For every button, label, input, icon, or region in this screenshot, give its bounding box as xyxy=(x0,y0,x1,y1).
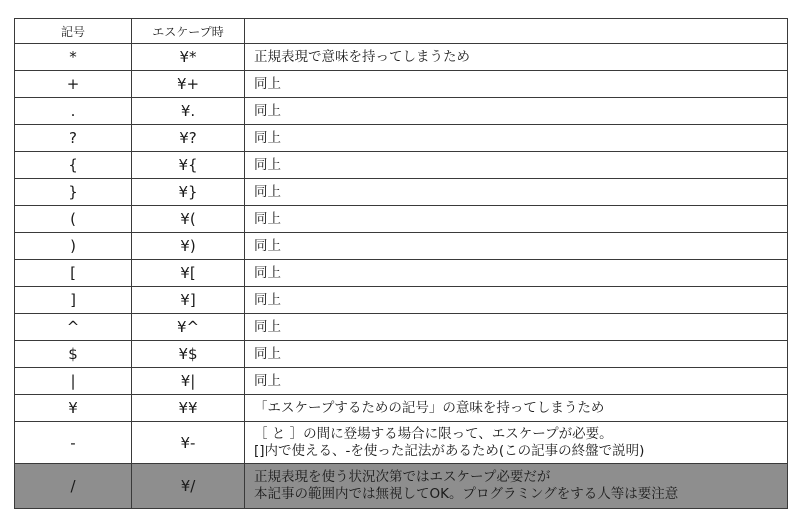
table-row xyxy=(15,71,788,98)
table-row xyxy=(15,152,788,179)
escape-cell: ¥) xyxy=(132,233,245,260)
escape-cell: ¥- xyxy=(132,422,245,464)
symbol-cell: { xyxy=(15,152,132,179)
escape-cell: ¥| xyxy=(132,368,245,395)
table-row xyxy=(15,233,788,260)
table-row xyxy=(15,287,788,314)
table-row xyxy=(15,179,788,206)
symbol-cell: ? xyxy=(15,125,132,152)
table-row xyxy=(15,395,788,422)
description-line: []内で使える、-を使った記法があるため(この記事の終盤で説明) xyxy=(254,442,645,459)
escape-cell: ¥} xyxy=(132,179,245,206)
description-cell xyxy=(245,395,788,422)
symbol-cell: [ xyxy=(15,260,132,287)
symbol-cell: ^ xyxy=(15,314,132,341)
escape-cell: ¥^ xyxy=(132,314,245,341)
escape-cell: ¥? xyxy=(132,125,245,152)
table-row xyxy=(15,98,788,125)
description-cell xyxy=(245,71,788,98)
escape-cell: ¥+ xyxy=(132,71,245,98)
escape-cell: ¥[ xyxy=(132,260,245,287)
header-escape: エスケープ時 xyxy=(132,19,245,44)
description-line: 同上 xyxy=(254,156,281,173)
description-line: 同上 xyxy=(254,345,281,362)
escape-cell: ¥( xyxy=(132,206,245,233)
escape-cell: ¥¥ xyxy=(132,395,245,422)
escape-cell: ¥* xyxy=(132,44,245,71)
description-line: 同上 xyxy=(254,183,281,200)
header-symbol: 記号 xyxy=(15,19,132,44)
table-header-row xyxy=(15,19,788,44)
description-cell xyxy=(245,341,788,368)
description-cell xyxy=(245,422,788,464)
escape-table xyxy=(14,18,788,509)
symbol-cell: ¥ xyxy=(15,395,132,422)
description-line: 同上 xyxy=(254,210,281,227)
description-line: 本記事の範囲内では無視してOK。プログラミングをする人等は要注意 xyxy=(254,486,679,502)
description-line: 「エスケープするための記号」の意味を持ってしまうため xyxy=(254,399,605,416)
description-cell xyxy=(245,152,788,179)
escape-cell: ¥/ xyxy=(132,464,245,509)
description-line: 同上 xyxy=(254,75,281,92)
table-row xyxy=(15,341,788,368)
description-line: ［ と ］の間に登場する場合に限って、エスケープが必要。 xyxy=(254,425,613,442)
symbol-cell: ] xyxy=(15,287,132,314)
table-row xyxy=(15,125,788,152)
symbol-cell: + xyxy=(15,71,132,98)
escape-cell: ¥] xyxy=(132,287,245,314)
description-cell xyxy=(245,233,788,260)
table-row xyxy=(15,368,788,395)
table-row xyxy=(15,206,788,233)
description-line: 同上 xyxy=(254,372,281,389)
table-row xyxy=(15,260,788,287)
escape-cell: ¥$ xyxy=(132,341,245,368)
symbol-cell: $ xyxy=(15,341,132,368)
description-line: 同上 xyxy=(254,102,281,119)
symbol-cell: . xyxy=(15,98,132,125)
description-cell xyxy=(245,44,788,71)
description-cell xyxy=(245,98,788,125)
escape-cell: ¥{ xyxy=(132,152,245,179)
symbol-cell: - xyxy=(15,422,132,464)
description-line: 同上 xyxy=(254,129,281,146)
description-line: 同上 xyxy=(254,264,281,281)
description-cell xyxy=(245,206,788,233)
description-cell xyxy=(245,314,788,341)
description-line: 正規表現で意味を持ってしまうため xyxy=(254,48,470,65)
symbol-cell: ( xyxy=(15,206,132,233)
description-line: 同上 xyxy=(254,237,281,254)
table-row xyxy=(15,422,788,464)
table-row xyxy=(15,44,788,71)
description-line: 同上 xyxy=(254,291,281,308)
symbol-cell: * xyxy=(15,44,132,71)
table-row xyxy=(15,464,788,509)
description-cell xyxy=(245,287,788,314)
symbol-cell: } xyxy=(15,179,132,206)
description-cell xyxy=(245,125,788,152)
description-cell xyxy=(245,464,788,509)
description-line: 同上 xyxy=(254,318,281,335)
symbol-cell: | xyxy=(15,368,132,395)
table-row xyxy=(15,314,788,341)
header-note xyxy=(245,19,788,44)
description-cell xyxy=(245,260,788,287)
symbol-cell: / xyxy=(15,464,132,509)
description-cell xyxy=(245,179,788,206)
symbol-cell: ) xyxy=(15,233,132,260)
description-line: 正規表現を使う状況次第ではエスケープ必要だが xyxy=(254,469,551,485)
description-cell xyxy=(245,368,788,395)
escape-cell: ¥. xyxy=(132,98,245,125)
